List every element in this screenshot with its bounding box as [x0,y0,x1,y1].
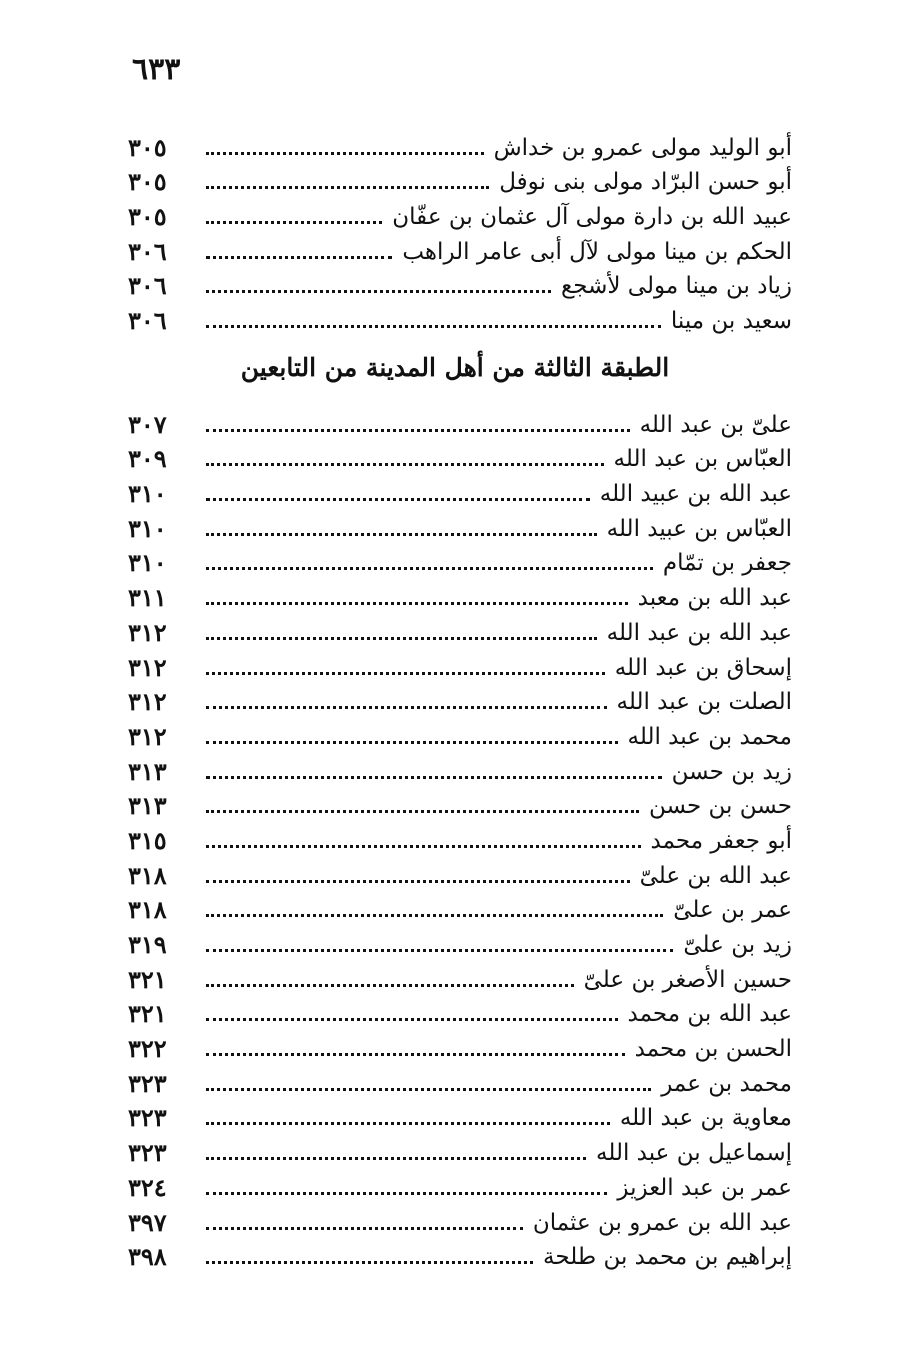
toc-entry [128,717,792,752]
entry-page-number: ٣١٢ [128,617,167,647]
dot-leader [206,914,663,917]
entry-page-number: ٣٠٥ [128,167,167,197]
dot-leader [206,845,641,848]
entry-page-number: ٣٩٧ [128,1207,167,1237]
toc-entry [128,544,792,579]
entry-page-number: ٣١٨ [128,895,167,925]
entry-page-number: ٣١٥ [128,825,167,855]
toc-entry [128,960,792,995]
entry-page-number: ٣١٨ [128,860,167,890]
entry-name: أبو الوليد مولى عمرو بن خداش [493,134,792,161]
entry-name: عبيد الله بن دارة مولى آل عثمان بن عفّان [392,204,792,231]
toc-entry [128,1168,792,1203]
toc-entry [128,648,792,683]
toc-entry [128,891,792,926]
dot-leader [206,1261,533,1264]
toc-entry [128,405,792,440]
dot-leader [206,776,662,779]
entry-page-number: ٣٩٨ [128,1242,167,1272]
dot-leader [206,1088,651,1091]
dot-leader [206,1192,607,1195]
dot-leader [206,152,484,155]
dot-leader [206,567,653,570]
entry-page-number: ٣٢٣ [128,1068,167,1098]
entry-name: إبراهيم بن محمد بن طلحة [543,1244,792,1271]
dot-leader [206,1157,586,1160]
dot-leader [206,533,597,536]
dot-leader [206,290,551,293]
dot-leader [206,602,628,605]
toc-entry [128,925,792,960]
entry-name: عبد الله بن معبد [637,585,792,612]
dot-leader [206,1227,523,1230]
entry-page-number: ٣٢٢ [128,1034,167,1064]
entry-page-number: ٣١١ [128,583,167,613]
dot-leader [206,256,392,259]
entry-name: زيد بن حسن [671,758,792,785]
entry-page-number: ٣٢٣ [128,1103,167,1133]
entry-page-number: ٣١٩ [128,930,167,959]
entry-name: الحسن بن محمد [634,1036,792,1063]
toc-entry [128,787,792,822]
entry-name: عبد الله بن محمد [627,1001,792,1028]
entry-name: إسماعيل بن عبد الله [596,1140,792,1167]
entry-page-number: ٣١٣ [128,756,167,786]
dot-leader [206,810,639,813]
toc-entry [128,1099,792,1134]
dot-leader [206,949,673,952]
entry-page-number: ٣١٢ [128,687,167,717]
entry-page-number: ٣٠٦ [128,306,167,336]
entry-page-number: ٣٠٥ [128,132,167,162]
entry-page-number: ٣١٠ [128,479,167,509]
entry-name: عبد الله بن علىّ [639,862,792,889]
entry-name: عبد الله بن عبد الله [606,619,792,646]
dot-leader [206,221,382,224]
entry-page-number: ٣١٢ [128,652,167,682]
toc-entry [128,128,792,163]
toc-entry [128,509,792,544]
entry-name: حسين الأصغر بن علىّ [583,966,792,993]
entry-page-number: ٣١٠ [128,548,167,578]
entry-page-number: ٣٢٤ [128,1172,167,1202]
entry-name: جعفر بن تمّام [662,550,792,577]
entry-page-number: ٣٢١ [128,999,167,1029]
toc-entry [128,1064,792,1099]
toc-entry [128,683,792,718]
entry-name: زياد بن مينا مولى لأشجع [561,273,792,300]
section-title: الطبقة الثالثة من أهل المدينة من التابعين [240,353,670,382]
entry-name: علىّ بن عبد الله [639,411,792,438]
dot-leader [206,186,489,189]
entry-name: الصلت بن عبد الله [616,689,792,716]
toc-entry [128,995,792,1030]
entry-name: أبو جعفر محمد [650,827,792,854]
entry-name: عبد الله بن عبيد الله [599,481,792,508]
entry-name: معاوية بن عبد الله [619,1105,792,1132]
entry-page-number: ٣٢١ [128,964,167,994]
entry-name: الحكم بن مينا مولى لآل أبى عامر الراهب [402,238,792,265]
entry-name: العبّاس بن عبيد الله [606,515,792,542]
dot-leader [206,429,630,432]
toc-entry [128,1133,792,1168]
toc-entry [128,440,792,475]
toc-list-after [128,405,792,1272]
dot-leader [206,498,590,501]
entry-page-number: ٣٠٦ [128,236,167,266]
entry-name: محمد بن عبد الله [627,723,792,750]
toc-list-before [128,128,792,336]
dot-leader [206,325,661,328]
toc-entry [128,197,792,232]
dot-leader [206,984,574,987]
entry-page-number: ٣١٠ [128,513,167,543]
dot-leader [206,1053,625,1056]
toc-entry [128,267,792,302]
toc-entry [128,232,792,267]
entry-name: إسحاق بن عبد الله [614,654,792,681]
entry-page-number: ٣٠٥ [128,202,167,232]
dot-leader [206,463,604,466]
entry-page-number: ٣٢٣ [128,1138,167,1168]
entry-page-number: ٣٠٦ [128,271,167,301]
dot-leader [206,637,597,640]
toc-entry [128,1238,792,1273]
toc-entry [128,578,792,613]
toc-entry [128,474,792,509]
entry-page-number: ٣١٣ [128,791,167,821]
toc-entry [128,1029,792,1064]
entry-name: عمر بن علىّ [673,897,792,924]
dot-leader [206,672,605,675]
page-number: ٦٣٣ [132,52,181,87]
dot-leader [206,741,618,744]
entry-page-number: ٣١٢ [128,721,167,751]
entry-name: زيد بن علىّ [683,932,792,958]
entry-name: محمد بن عمر [661,1070,792,1097]
toc-entry [128,613,792,648]
dot-leader [206,1122,610,1125]
entry-name: حسن بن حسن [648,793,792,820]
toc-entry [128,856,792,891]
toc-entry [128,752,792,787]
toc-entry [128,821,792,856]
entry-name: العبّاس بن عبد الله [613,446,792,473]
toc-entry [128,163,792,198]
toc-entry [128,301,792,336]
dot-leader [206,706,607,709]
entry-page-number: ٣٠٧ [128,409,167,439]
dot-leader [206,1018,618,1021]
entry-page-number: ٣٠٩ [128,444,167,474]
entry-name: أبو حسن البرّاد مولى بنى نوفل [499,169,792,196]
toc-entry [128,1203,792,1238]
entry-name: عبد الله بن عمرو بن عثمان [532,1209,792,1236]
entry-name: عمر بن عبد العزيز [617,1174,792,1201]
entry-name: سعيد بن مينا [670,308,792,335]
dot-leader [206,880,630,883]
